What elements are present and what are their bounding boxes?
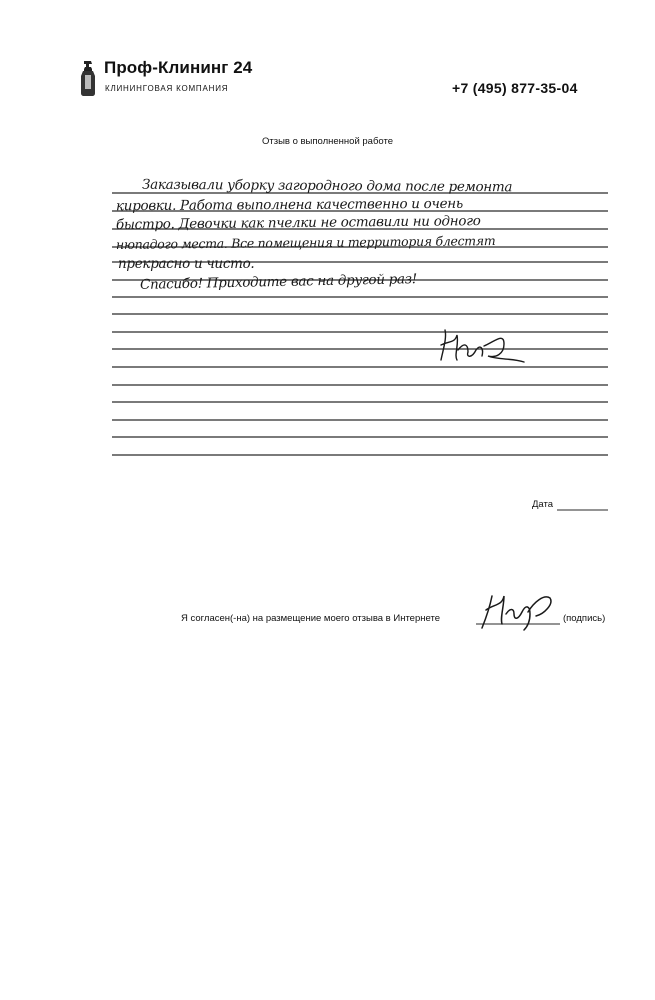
review-line-4: нюпадого места. Все помещения и территория блестят bbox=[115, 233, 496, 252]
handwritten-signature-consent bbox=[482, 596, 551, 630]
date-label-text: Дата bbox=[532, 499, 554, 510]
brand-subtitle: КЛИНИНГОВАЯ КОМПАНИЯ bbox=[105, 84, 229, 93]
review-line-5: прекрасно и чисто. bbox=[118, 256, 255, 272]
phone-number: +7 (495) 877-35-04 bbox=[452, 80, 578, 96]
review-line-3: быстро. Девочки как пчелки не оставили ни одного bbox=[115, 213, 481, 233]
document-title: Отзыв о выполненной работе bbox=[261, 136, 394, 147]
signature-label: (подпись) bbox=[563, 613, 606, 624]
review-line-1: Заказывали уборку загородного дома после ремонта bbox=[141, 176, 513, 196]
consent-text: Я согласен(-на) на размещение моего отзыва в Интернете bbox=[181, 613, 440, 624]
handwritten-signature-review bbox=[441, 330, 524, 362]
review-line-2: кировки. Работа выполнена качественно и очень bbox=[115, 195, 463, 215]
date-label bbox=[532, 499, 553, 510]
review-line-6: Спасибо! Приходите вас на другой раз! bbox=[139, 271, 418, 293]
brand-name: Проф-Клининг 24 bbox=[104, 58, 253, 77]
